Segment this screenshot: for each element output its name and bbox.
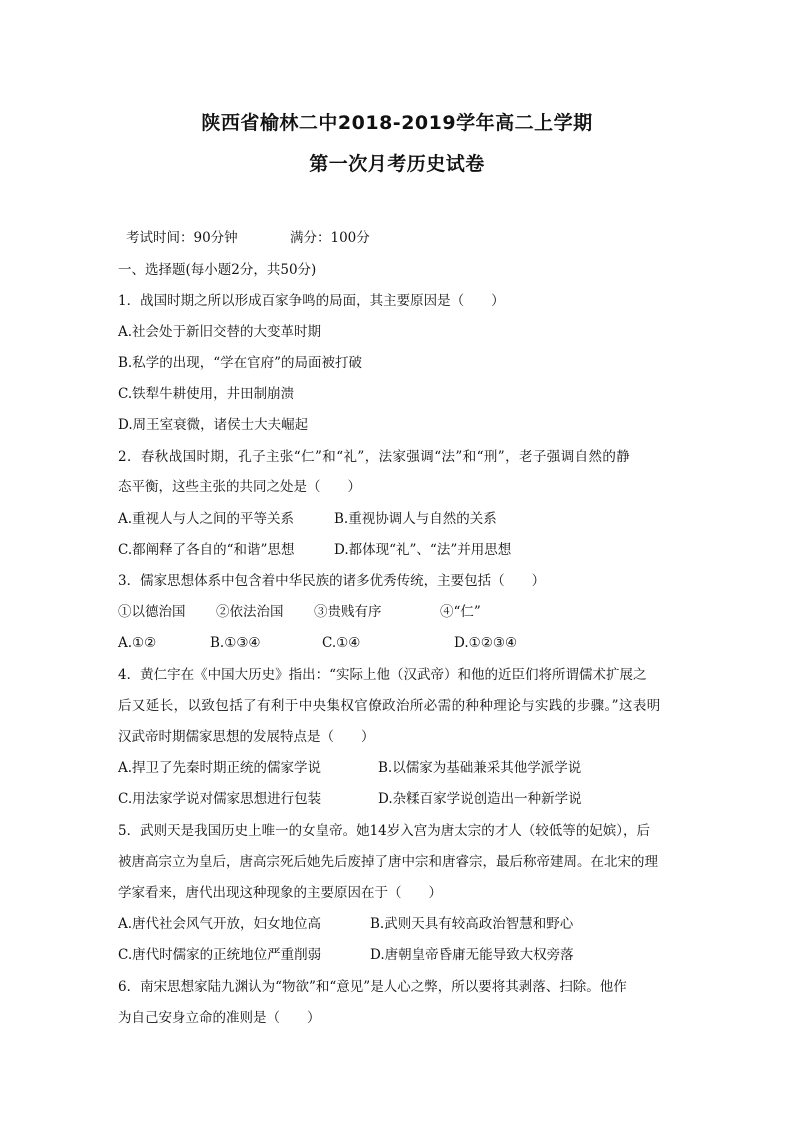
question-5-option-a: A.唐代社会风气开放，妇女地位高 bbox=[118, 916, 322, 932]
question-4-option-c: C.用法家学说对儒家思想进行包装 bbox=[118, 791, 322, 807]
question-3-item-1: ①以德治国 bbox=[118, 604, 186, 620]
question-5-stem-line1: 5．武则天是我国历史上唯一的女皇帝。她14岁入宫为唐太宗的才人（较低等的妃嫔），后 bbox=[118, 823, 651, 839]
question-4-option-d: D.杂糅百家学说创造出一种新学说 bbox=[378, 791, 582, 807]
question-1-option-d: D.周王室衰微，诸侯士大夫崛起 bbox=[118, 417, 309, 433]
question-2-stem-line2: 态平衡，这些主张的共同之处是（ ） bbox=[118, 479, 361, 495]
question-3-option-b: B.①③④ bbox=[210, 635, 261, 651]
question-3-option-c: C.①④ bbox=[322, 635, 361, 651]
question-5-stem-line3: 学家看来，唐代出现这种现象的主要原因在于（ ） bbox=[118, 885, 442, 901]
question-2-stem-line1: 2．春秋战国时期，孔子主张“仁”和“礼”，法家强调“法”和“刑”，老子强调自然的静 bbox=[118, 449, 631, 465]
question-6-stem-line1: 6．南宋思想家陆九渊认为“物欲”和“意见”是人心之弊，所以要将其剥落、扫除。他作 bbox=[118, 979, 627, 995]
question-4-stem-line3: 汉武帝时期儒家思想的发展特点是（ ） bbox=[118, 729, 375, 745]
question-3-item-3: ③贵贱有序 bbox=[314, 604, 382, 620]
question-3-item-4: ④“仁” bbox=[440, 604, 481, 620]
exam-title-line2: 第一次月考历史试卷 bbox=[309, 153, 485, 175]
question-1-option-c: C.铁犁牛耕使用，井田制崩溃 bbox=[118, 386, 295, 402]
question-1-option-b: B.私学的出现，“学在官府”的局面被打破 bbox=[118, 355, 363, 371]
exam-score: 满分：100分 bbox=[290, 230, 370, 246]
question-3-item-2: ②依法治国 bbox=[216, 604, 284, 620]
exam-time: 考试时间：90分钟 bbox=[126, 230, 238, 246]
question-1-option-a: A.社会处于新旧交替的大变革时期 bbox=[118, 324, 322, 340]
question-4-stem-line2: 后又延长，以致包括了有利于中央集权官僚政治所必需的种种理论与实践的步骤。”这表明 bbox=[118, 698, 661, 714]
exam-title-line1: 陕西省榆林二中2018-2019学年高二上学期 bbox=[201, 112, 593, 134]
question-1-stem: 1．战国时期之所以形成百家争鸣的局面，其主要原因是（ ） bbox=[118, 293, 505, 309]
question-2-option-b: B.重视协调人与自然的关系 bbox=[334, 511, 497, 527]
question-3-option-a: A.①② bbox=[118, 635, 157, 651]
question-2-option-c: C.都阐释了各自的“和谐”思想 bbox=[118, 542, 295, 558]
question-4-stem-line1: 4．黄仁宇在《中国大历史》指出：“实际上他（汉武帝）和他的近臣们将所谓儒术扩展之 bbox=[118, 667, 647, 683]
question-6-stem-line2: 为自己安身立命的准则是（ ） bbox=[118, 1010, 321, 1026]
question-3-option-d: D.①②③④ bbox=[454, 635, 518, 651]
section-heading: 一、选择题(每小题2分，共50分) bbox=[118, 262, 317, 278]
question-4-option-b: B.以儒家为基础兼采其他学派学说 bbox=[378, 760, 582, 776]
question-3-stem: 3．儒家思想体系中包含着中华民族的诸多优秀传统，主要包括（ ） bbox=[118, 573, 546, 589]
question-2-option-a: A.重视人与人之间的平等关系 bbox=[118, 511, 295, 527]
question-5-option-c: C.唐代时儒家的正统地位严重削弱 bbox=[118, 947, 322, 963]
question-5-option-d: D.唐朝皇帝昏庸无能导致大权旁落 bbox=[370, 947, 574, 963]
question-5-stem-line2: 被唐高宗立为皇后，唐高宗死后她先后废掉了唐中宗和唐睿宗，最后称帝建周。在北宋的理 bbox=[118, 854, 658, 870]
question-2-option-d: D.都体现“礼”、“法”并用思想 bbox=[334, 542, 512, 558]
question-5-option-b: B.武则天具有较高政治智慧和野心 bbox=[370, 916, 574, 932]
question-4-option-a: A.捍卫了先秦时期正统的儒家学说 bbox=[118, 760, 322, 776]
